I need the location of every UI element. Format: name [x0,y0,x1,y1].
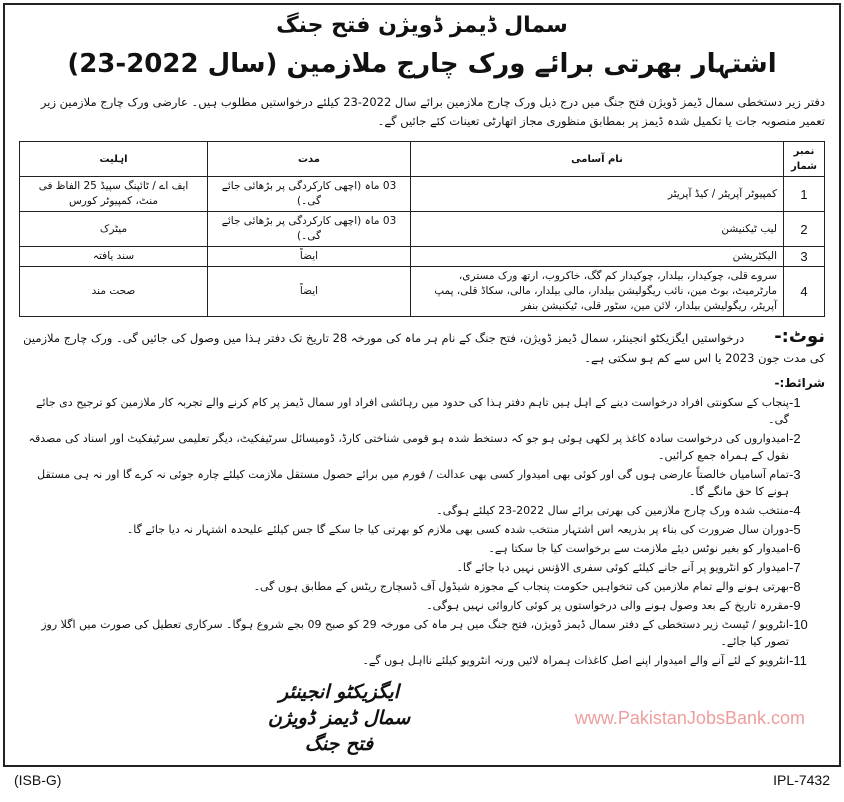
condition-text: منتخب شدہ ورک چارج ملازمین کی بھرتی برائے سال 2022-23 کیلئے ہوگی۔ [436,504,789,517]
signatory-location: فتح جنگ [304,733,374,755]
footer-code-right: IPL-7432 [773,772,830,788]
condition-text: امیدوار کو بغیر نوٹس دیئے ملازمت سے برخواست کیا جا سکتا ہے۔ [488,542,789,555]
duration: 03 ماہ (اچھی کارکردگی پر بڑھائی جائے گی۔) [208,212,411,247]
duration: ایضاً [208,267,411,317]
condition-number: -2 [789,431,801,446]
condition-number: -3 [789,467,801,482]
post-name: لیب ٹیکنیشن [411,212,784,247]
condition-item [19,394,825,428]
condition-item [19,521,825,538]
intro-paragraph: دفتر زیر دستخطی سمال ڈیمز ڈویژن فتح جنگ میں درج ذیل ورک چارج ملازمین برائے سال 2022-23 کیلئے درخواستیں مطلوب ہیں۔ عارضی ورک چارج ملازمین زیر تعمیر منصوبہ جات یا تکمیل شدہ ڈیمز پر بمطابق منظوری مجاز اتھارٹی تعینات کئے جائیں گے۔ [40,95,825,128]
office-title: سمال ڈیمز ڈویژن فتح جنگ [276,13,568,38]
condition-text: دوران سال ضرورت کی بناء پر بذریعہ اس اشتہار منتخب شدہ کسی بھی ملازم کو بھرتی کیا جا سکے گا جس کیلئے علیحدہ اشتہار نہ دیا جائے گا۔ [126,523,789,536]
qualification: میٹرک [20,212,208,247]
condition-text: پنجاب کے سکونتی افراد درخواست دینے کے اہل ہیں تاہم دفتر ہذا کی حدود میں رہائشی افراد اور سمال ڈیمز پر کام کرنے والے تجربہ کار ملازمین کو ترجیح دی جائے گی۔ [36,396,789,426]
condition-text: بھرتی ہونے والے تمام ملازمین کی تنخواہیں حکومت پنجاب کے مجوزہ شیڈول آف ڈسچارج ریٹس کے مطابق ہوں گی۔ [253,580,789,593]
condition-item [19,502,825,519]
condition-text: تمام آسامیاں خالصتاً عارضی ہوں گی اور کوئی بھی امیدوار کسی بھی عدالت / فورم میں برائے حصول مستقل ملازمت کیلئے چارہ جوئی نہ کرے گا اور نہ ہی مستقل ہونے کا حق مانگے گا۔ [37,468,789,498]
signatory-title: ایگزیکٹو انجینئر [278,681,399,703]
table-header-row [20,142,825,177]
condition-number: -6 [789,541,801,556]
post-name: کمپیوٹر آپریٹر / کیڈ آپریٹر [411,177,784,212]
col-duration: مدت [208,142,411,177]
condition-number: -7 [789,560,801,575]
qualification: صحت مند [20,267,208,317]
col-post-name: نام آسامی [411,142,784,177]
condition-number: -4 [789,503,801,518]
table-row [20,177,825,212]
serial: 1 [784,177,825,212]
col-serial: نمبر شمار [784,142,825,177]
condition-item [19,559,825,576]
post-name: الیکٹریشن [411,247,784,267]
condition-item [19,578,825,595]
duration: ایضاً [208,247,411,267]
ad-border [3,3,841,767]
qualification: سند یافتہ [20,247,208,267]
condition-text: امیدواروں کی درخواست سادہ کاغذ پر لکھی ہوئی ہو جو کہ دستخط شدہ ہو قومی شناختی کارڈ، ڈومیسائل سرٹیفکیٹ، دیگر تعلیمی سرٹیفکیٹ اور اسناد کی مصدقہ نقول کے ہمراہ جمع کرائیں۔ [28,432,789,462]
serial: 2 [784,212,825,247]
footer-code-left: (ISB-G) [14,772,62,788]
condition-item [19,430,825,464]
condition-number: -9 [789,598,801,613]
condition-item [19,616,825,650]
table-row [20,267,825,317]
condition-item [19,466,825,500]
condition-number: -10 [789,617,808,632]
condition-item [19,540,825,557]
duration: 03 ماہ (اچھی کارکردگی پر بڑھائی جائے گی۔) [208,177,411,212]
table-row [20,247,825,267]
condition-text: مقررہ تاریخ کے بعد وصول ہونے والی درخواستوں پر کوئی کاروائی نہیں ہوگی۔ [426,599,789,612]
conditions-heading: شرائط:- [774,376,825,390]
bottom-area [19,679,825,757]
condition-number: -1 [789,395,801,410]
condition-number: -11 [789,653,807,668]
conditions-list [19,394,825,669]
serial: 4 [784,267,825,317]
posts-table [19,141,825,317]
post-name: سروے قلی، چوکیدار، بیلدار، چوکیدار کم گگ، خاکروب، ارتھ ورک مستری، مارٹرمیٹ، بوٹ مین، نائب ریگولیشن بیلدار، مالی بیلدار، مالی، سکاڈ قلی، پمپ آپریٹر، ریگولیشن بیلدار، لائن مین، سٹور قلی، ٹیکنیشن بنفر [411,267,784,317]
note-text: درخواستیں ایگزیکٹو انجینئر، سمال ڈیمز ڈویژن، فتح جنگ کے نام ہر ماہ کی مورخہ 28 تاریخ تک دفتر ہذا میں وصول کی جائیں گی۔ ورک چارج ملازمین کی مدت جون 2023 یا اس سے کم ہو سکتی ہے۔ [23,331,825,365]
table-row [20,212,825,247]
condition-text: امیدوار کو انٹرویو پر آنے جانے کیلئے کوئی سفری الاؤنس نہیں دیا جائے گا۔ [456,561,789,574]
condition-text: انٹرویو کے لئے آنے والے امیدوار اپنے اصل کاغذات ہمراہ لائیں ورنہ انٹرویو کیلئے نااہل ہوں گے۔ [362,654,789,667]
ad-title: اشتہار بھرتی برائے ورک چارج ملازمین (سال 2022-23) [67,49,777,79]
col-qualification: اہلیت [20,142,208,177]
note-label: نوٹ:- [774,326,825,347]
condition-text: انٹرویو / ٹیسٹ زیر دستخطی کے دفتر سمال ڈیمز ڈویژن، فتح جنگ میں ہر ماہ کی مورخہ 29 کو صبح 09 بجے شروع ہوگا۔ سرکاری تعطیل کی صورت میں اگلا روز تصور کیا جائے۔ [41,618,789,648]
signature-block [239,679,439,757]
condition-item [19,652,825,669]
condition-number: -5 [789,522,801,537]
watermark: www.PakistanJobsBank.com [574,707,805,728]
qualification: ایف اے / ٹائپنگ سپیڈ 25 الفاظ فی منٹ، کمپیوٹر کورس [20,177,208,212]
note-section [19,327,825,368]
footer [0,770,844,792]
serial: 3 [784,247,825,267]
signatory-division: سمال ڈیمز ڈویژن [267,707,411,729]
condition-item [19,597,825,614]
condition-number: -8 [789,579,801,594]
